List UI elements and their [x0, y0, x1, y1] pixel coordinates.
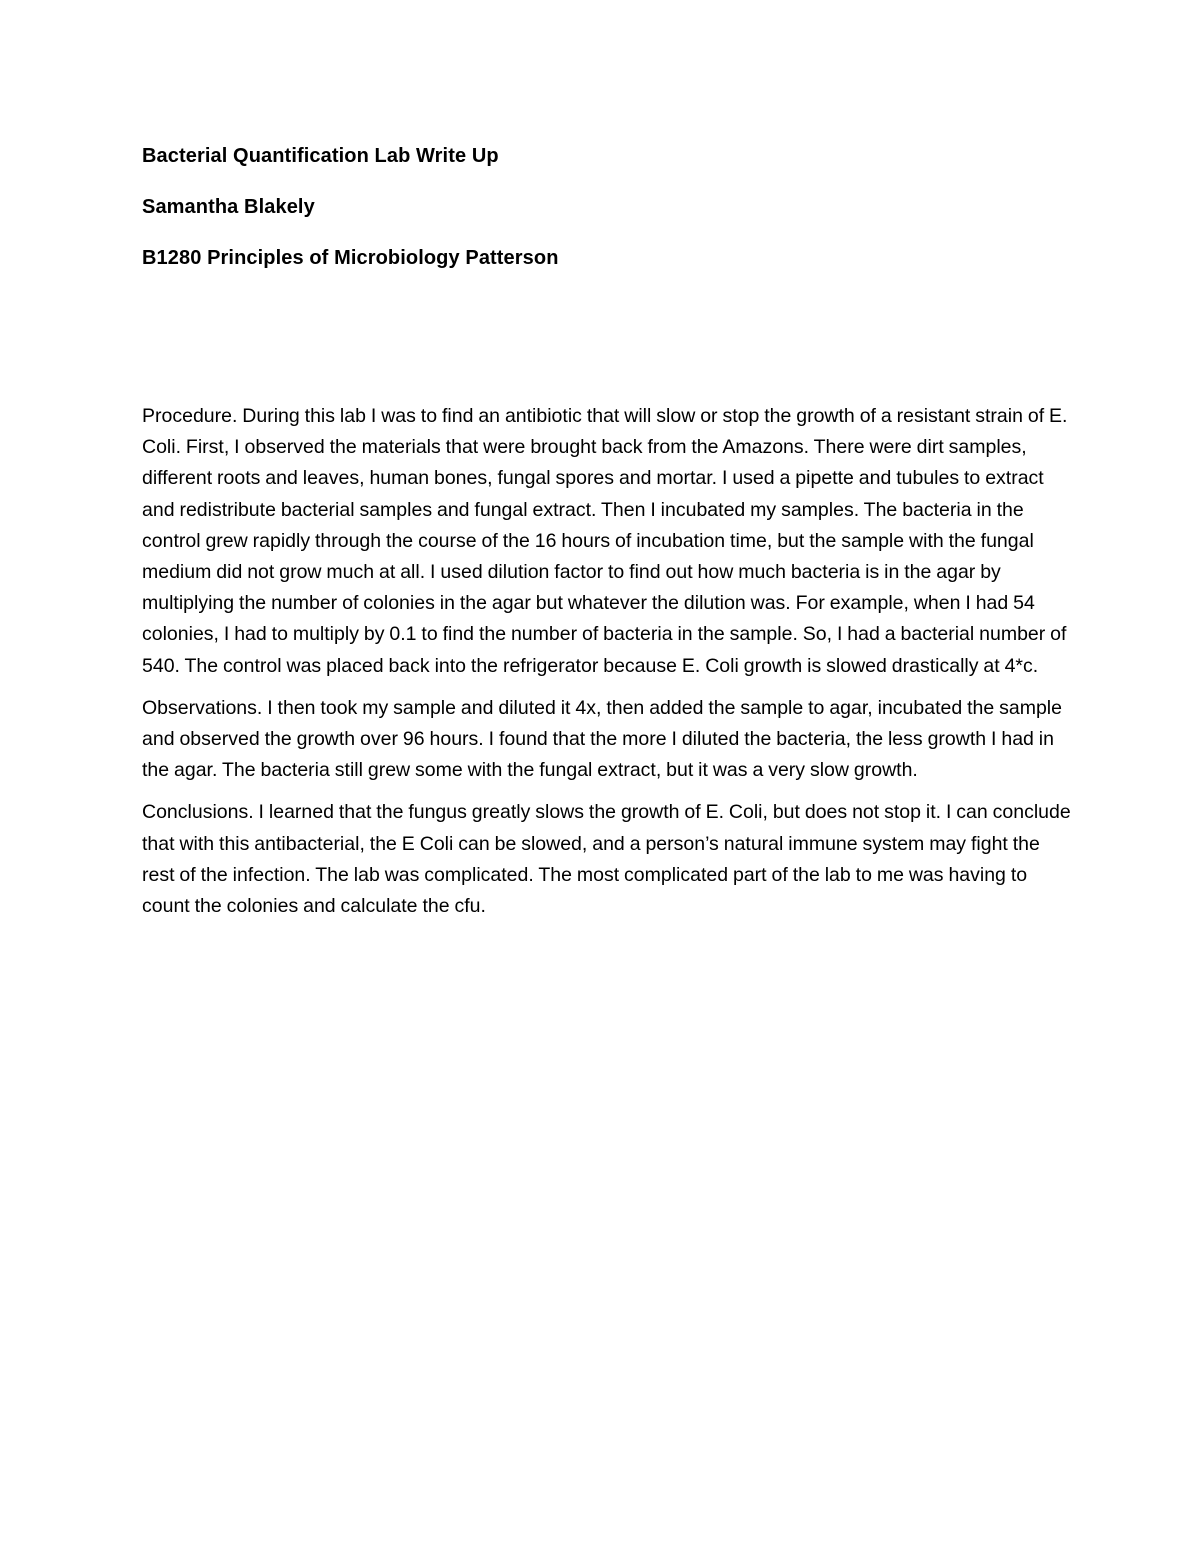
- conclusions-paragraph: Conclusions. I learned that the fungus greatly slows the growth of E. Coli, but does not stop it. I can conclude that with this antibacterial, the E Coli can be slowed, and a person’s natural immune system may fight the rest of the infection. The lab was complicated. The most complicated part of the lab to me was having to count the colonies and calculate the cfu.: [142, 801, 1071, 918]
- course-name: B1280 Principles of Microbiology Patterson: [142, 247, 559, 269]
- observations-paragraph: Observations. I then took my sample and diluted it 4x, then added the sample to agar, incubated the sample and observed the growth over 96 hours. I found that the more I diluted the bacteria, the less growth I had in the agar. The bacteria still grew some with the fungal extract, but it was a very slow growth.: [142, 696, 1062, 782]
- document-body: [142, 401, 1072, 933]
- document-title: Bacterial Quantification Lab Write Up: [142, 145, 499, 167]
- procedure-paragraph: Procedure. During this lab I was to find an antibiotic that will slow or stop the growth of a resistant strain of E. Coli. First, I observed the materials that were brought back from the Amazons. There were dirt samples, different roots and leaves, human bones, fungal spores and mortar. I used a pipette and tubules to extract and redistribute bacterial samples and fungal extract. Then I incubated my samples. The bacteria in the control grew rapidly through the course of the 16 hours of incubation time, but the sample with the fungal medium did not grow much at all. I used dilution factor to find out how much bacteria is in the agar by multiplying the number of colonies in the agar but whatever the dilution was. For example, when I had 54 colonies, I had to multiply by 0.1 to find the number of bacteria in the sample. So, I had a bacterial number of 540. The control was placed back into the refrigerator because E. Coli growth is slowed drastically at 4*c.: [142, 405, 1068, 677]
- author-name: Samantha Blakely: [142, 196, 315, 218]
- document-header: [142, 144, 1082, 297]
